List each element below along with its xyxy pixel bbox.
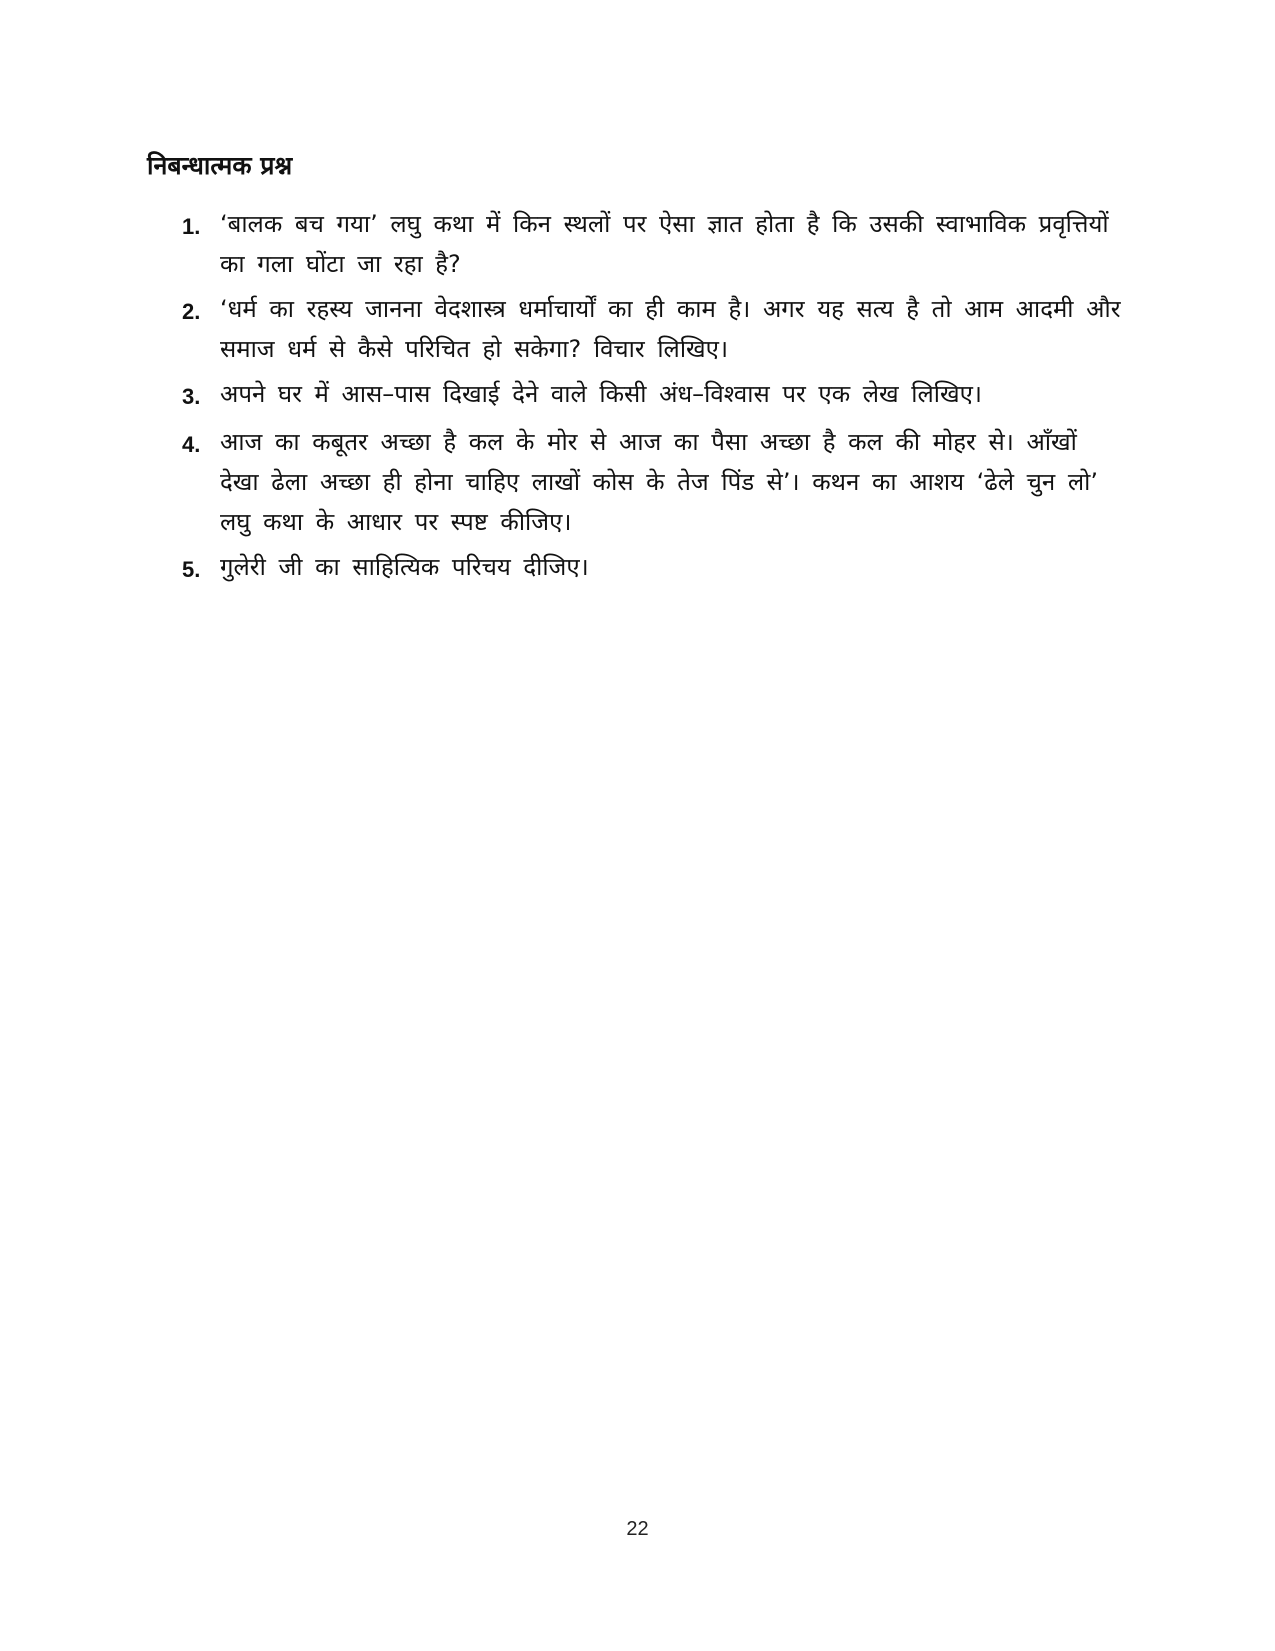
question-text: आज का कबूतर अच्छा है कल के मोर से आज का पैसा अच्छा है कल की मोहर से। आँखों देखा ढेला अच्छा ही होना चाहिए लाखों कोस के तेज पिंड से’। कथन का आशय ‘ढेले चुन लो’ लघु कथा के आधार पर स्पष्ट कीजिए। [220,428,1098,536]
question-text: ‘बालक बच गया’ लघु कथा में किन स्थलों पर ऐसा ज्ञात होता है कि उसकी स्वाभाविक प्रवृत्तियों का गला घोंटा जा रहा है? [220,210,1109,278]
question-item [182,289,1122,369]
question-number: 4. [182,432,201,457]
question-number: 2. [182,299,201,324]
question-number: 3. [182,384,201,409]
question-item [182,547,1122,590]
question-item [182,204,1122,284]
question-number: 5. [182,557,201,582]
section-heading: निबन्धात्मक प्रश्न [147,151,293,180]
question-text: अपने घर में आस–पास दिखाई देने वाले किसी अंध–विश्वास पर एक लेख लिखिए। [220,380,982,408]
question-text: ‘धर्म का रहस्य जानना वेदशास्त्र धर्माचार्यों का ही काम है। अगर यह सत्य है तो आम आदमी और समाज धर्म से कैसे परिचित हो सकेगा? विचार लिखिए। [220,295,1121,363]
question-number: 1. [182,214,201,239]
page-number: 22 [626,1518,649,1540]
question-list [182,204,1122,595]
question-item [182,374,1122,417]
question-text: गुलेरी जी का साहित्यिक परिचय दीजिए। [220,553,589,581]
question-item [182,422,1122,542]
